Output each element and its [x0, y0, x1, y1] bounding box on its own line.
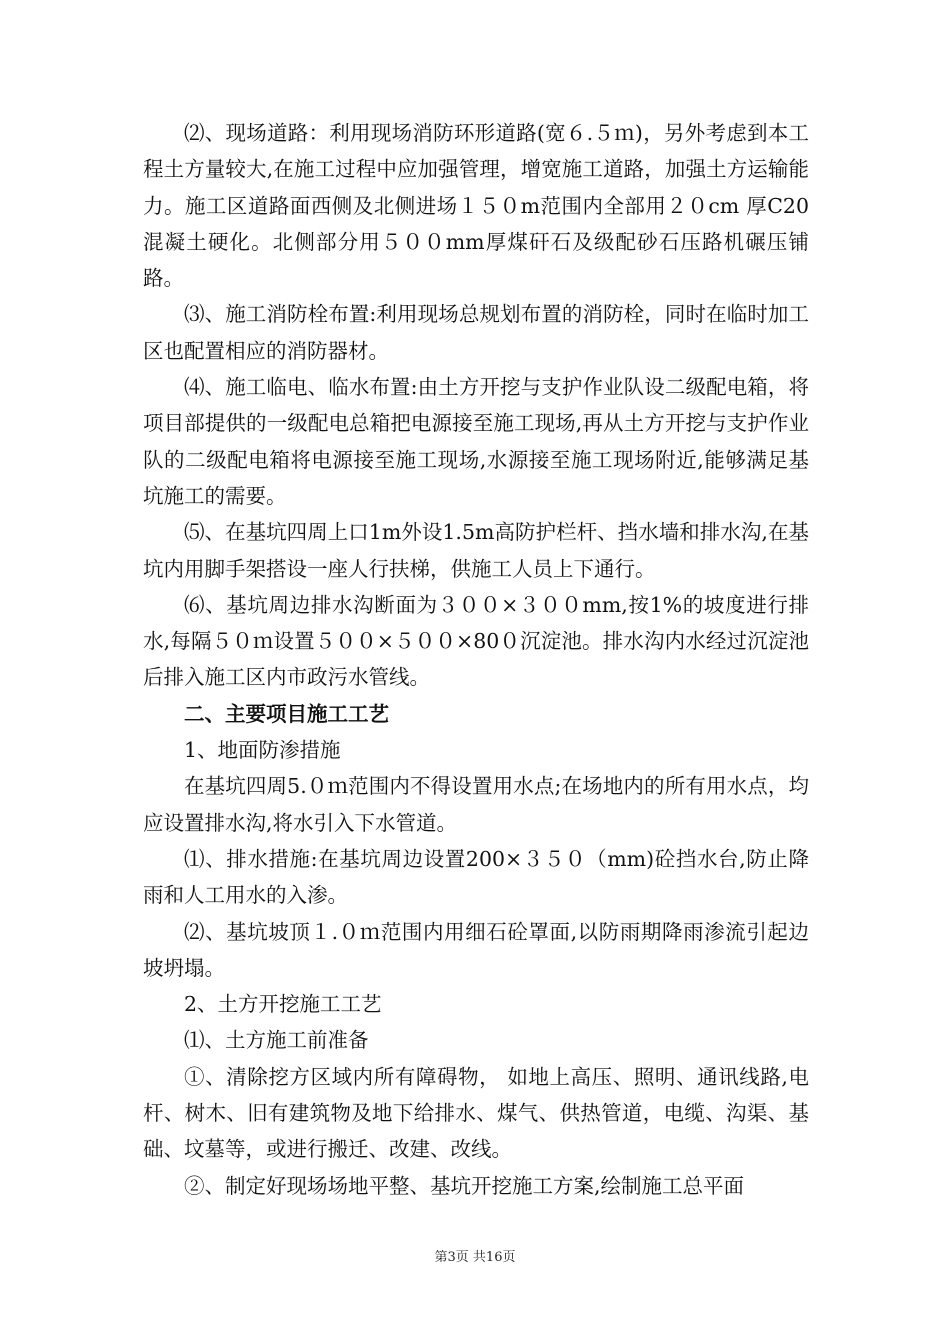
body-paragraph: ⑵、现场道路：利用现场消防环形道路(宽６.５ｍ)，另外考虑到本工程土方量较大,在施工过程中应加强管理，增宽施工道路，加强土方运输能力。施工区道路面西侧及北侧进场１５０m范围内全部用２０cm 厚C20混凝土硬化。北侧部分用５００mm厚煤矸石及级配砂石压路机碾压铺路。 — [143, 121, 809, 291]
body-paragraph: ⑴、土方施工前准备 — [184, 1028, 369, 1053]
body-paragraph: ⑸、在基坑四周上口1m外设1.5m高防护栏杆、挡水墙和排水沟,在基坑内用脚手架搭设一座人行扶梯，供施工人员上下通行。 — [143, 520, 809, 581]
body-paragraph: 2、土方开挖施工工艺 — [184, 992, 382, 1017]
body-paragraph: 在基坑四周5.０ｍ范围内不得设置用水点;在场地内的所有用水点，均应设置排水沟,将水引入下水管道。 — [143, 774, 809, 835]
body-paragraph: ②、制定好现场场地平整、基坑开挖施工方案,绘制施工总平面 — [184, 1173, 745, 1198]
body-paragraph: ⑴、排水措施:在基坑周边设置200×３５０（mm)砼挡水台,防止降雨和人工用水的入渗。 — [143, 846, 809, 908]
body-paragraph: ⑶、施工消防栓布置:利用现场总规划布置的消防栓，同时在临时加工区也配置相应的消防器材。 — [143, 302, 809, 363]
body-paragraph: ⑵、基坑坡顶１.０ｍ范围内用细石砼罩面,以防雨期降雨渗流引起边坡坍塌。 — [143, 919, 809, 980]
section-heading: 二、主要项目施工工艺 — [184, 701, 389, 726]
body-paragraph: 1、地面防渗措施 — [184, 738, 341, 763]
body-paragraph: ⑹、基坑周边排水沟断面为３００×３００mm,按1%的坡度进行排水,每隔５０ｍ设置５００×５００×80０沉淀池。排水沟内水经过沉淀池后排入施工区内市政污水管线。 — [143, 592, 809, 690]
body-paragraph: ①、清除挖方区域内所有障碍物， 如地上高压、照明、通讯线路,电杆、树木、旧有建筑物及地下给排水、煤气、供热管道，电缆、沟渠、基础、坟墓等，或进行搬迁、改建、改线。 — [143, 1064, 809, 1162]
page-footer: 第3页 共16页 — [434, 1250, 516, 1265]
document-body — [143, 115, 809, 1204]
body-paragraph: ⑷、施工临电、临水布置:由土方开挖与支护作业队设二级配电箱，将项目部提供的一级配电总箱把电源接至施工现场,再从土方开挖与支护作业队的二级配电箱将电源接至施工现场,水源接至施工现场附近,能够满足基坑施工的需要。 — [143, 375, 809, 508]
